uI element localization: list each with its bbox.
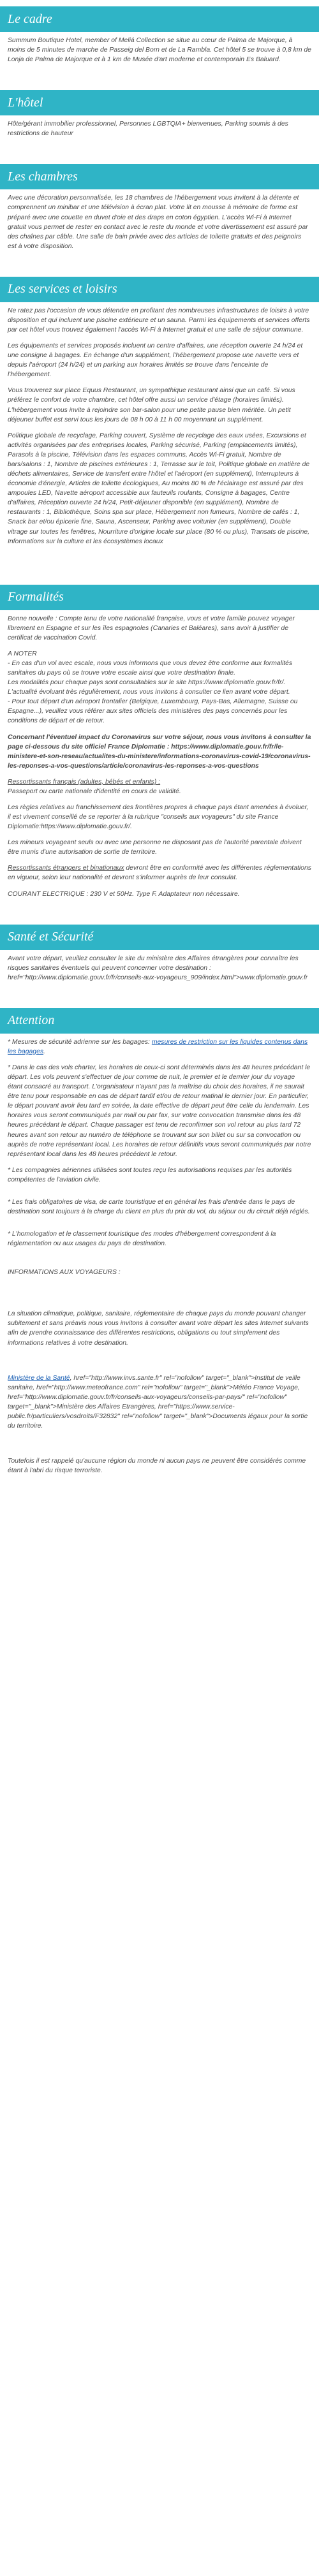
services-p3: Vous trouverez sur place Equus Restaurant, un sympathique restaurant ainsi que un café. Si vous préférez le confort de votre chambre, cet hôtel offre aussi un service d'étage (horaires limités). L'hébergement vous invite à rejoindre son bar-salon pour une petite pause bien méritée. Un petit déjeuner buffet est servi tous les jours de 08 h 00 à 11 h 00 moyennant un supplément. — [8, 387, 295, 423]
formalites-note — [8, 649, 311, 726]
ressortissants-text: Passeport ou carte nationale d'identité en cours de validité. — [8, 787, 181, 795]
section-header-chambres: Les chambres — [0, 164, 319, 189]
section-header-cadre: Le cadre — [0, 6, 319, 32]
liens-text: , href="http://www.invs.sante.fr" rel="nofollow" target="_blank">Institut de veille sanitaire, href="http://www.meteofrance.com" rel="nofollow" target="_blank">Météo France Voyage, href="http://www.diplomatie.gouv.fr/fr/conseils-aux-voyageurs/conseils-par-pays/" rel="nofollow" target="_blank">Ministère des Affaires Etrangères, href="https://www.service-public.fr/particuliers/vosdroits/F32832" rel="nofollow" target="_blank">Documents légaux pour la sortie du territoire. — [8, 1374, 308, 1430]
etrangers-heading: Ressortissants étrangers et binationaux — [8, 865, 124, 872]
services-p1: Ne ratez pas l'occasion de vous détendre en profitant des nombreuses infrastructures de loisirs à votre disposition et qui incluent une piscine extérieure et un sauna. Parmi les équipements et services offerts par cet hôtel vous trouvez également l'accès Wi-Fi à Internet gratuit et une salle de séjour commune. — [8, 307, 310, 334]
note-frontalier: - Pour tout départ d'un aéroport frontalier (Belgique, Luxembourg, Pays-Bas, Allemagne, Suisse ou Espagne...), veuillez vous référer aux sites officiels des ministères des pays concernés pour les conditions de départ et de retour. — [8, 698, 298, 725]
section-sante — [0, 950, 319, 995]
note-escale: - En cas d'un vol avec escale, nous vous informons que vous devez être conforme aux formalités sanitaires du pays où se trouve votre escale ainsi que votre destination finale. — [8, 659, 293, 677]
formalites-courant: COURANT ELECTRIQUE : 230 V et 50Hz. Type F. Adaptateur non nécessaire. — [8, 890, 240, 898]
formalites-p1: Bonne nouvelle : Compte tenu de votre nationalité française, vous et votre famille pouvez voyager librement en Espagne et sur les îles espagnoles (Canaries et Baléares), sans avoir à justifier de certificat de vaccination Covid. — [8, 615, 295, 641]
section-header-hotel: L'hôtel — [0, 90, 319, 115]
ministere-sante-link[interactable]: Ministère de la Santé — [8, 1374, 70, 1382]
cadre-text: Summum Boutique Hotel, member of Meliá Collection se situe au cœur de Palma de Majorque, à moins de 5 minutes de marche de Passeig del Born et de La Rambla. Cet hôtel 5 se trouve à 0,8 km de Lonja de Palma de Majorque et à 1 km de Musée d'art moderne et contemporain Es Baluard. — [8, 37, 311, 64]
formalites-etrangers — [8, 863, 311, 882]
hotel-text: Hôte/gérant immobilier professionnel, Personnes LGBTQIA+ bienvenues, Parking soumis à des restrictions de hauteur — [8, 121, 288, 138]
section-cadre — [0, 32, 319, 77]
attention-bagages — [8, 1037, 311, 1057]
section-header-attention: Attention — [0, 1008, 319, 1034]
formalites-p5: Les règles relatives au franchissement des frontières propres à chaque pays étant amenées à évoluer, il est vivement conseillé de se reporter à la rubrique "conseils aux voyageurs" du site France Diplomatie:https://www.diplomatie.gouv.fr/. — [8, 803, 309, 831]
formalites-p6: Les mineurs voyageant seuls ou avec une personne ne disposant pas de l'autorité parentale doivent être munis d'une autorisation de sortie de territoire. — [8, 839, 302, 856]
attention-liens — [8, 1373, 311, 1431]
bagages-text: * Mesures de sécurité adrienne sur les bagages: — [8, 1038, 152, 1046]
attention-frais: * Les frais obligatoires de visa, de carte touristique et en général les frais d'entrée dans le pays de destination sont toujours à la charge du client en plus du prix du vol, du séjour ou du circuit déjà réglés. — [8, 1198, 310, 1216]
attention-homologation: * L'homologation et le classement touristique des modes d'hébergement correspondent à la réglementation ou aux usages du pays de destination. — [8, 1231, 276, 1248]
services-p2: Les équipements et services proposés incluent un centre d'affaires, une réception ouverte 24 h/24 et une consigne à bagages. En échange d'un supplément, l'hébergement propose une navette vers et depuis l'aéroport (24 h/24) et un parking aux horaires limités se trouve dans l'enceinte de l'hébergement. — [8, 342, 303, 379]
section-hotel — [0, 115, 319, 151]
section-services — [0, 302, 319, 559]
section-formalites — [0, 610, 319, 912]
section-chambres — [0, 189, 319, 263]
section-header-formalites: Formalités — [0, 585, 319, 610]
formalites-ressortissants — [8, 777, 311, 796]
services-p4: Politique globale de recyclage, Parking couvert, Système de recyclage des eaux usées, Excursions et activités organisées par des entreprises locales, Parking sécurisé, Parking (emplacements limités), Parasols à la piscine, Télévision dans les espaces communs, Accès Wi-Fi gratuit, Nombre de bars/salons : 1, Nombre de piscines extérieures : 1, Terrasse sur le toit, Politique globale en matière de déchets alimentaires, Service de transfert entre l'hôtel et l'aéroport (en supplément), Interrupteurs à économie d'énergie, Articles de toilette écologiques, Au moins 80 % de l'éclairage est assuré par des ampoules LED, Navette aéroport accessible aux fauteuils roulants, Consigne à bagages, Centre d'affaires, Réception ouverte 24 h/24, Petit-déjeuner disponible (en supplément), Nombre de restaurants : 1, Bibliothèque, Soins spa sur place, Hébergement non fumeurs, Nombre de cafés : 1, Snack bar et/ou épicerie fine, Sauna, Ascenseur, Parking avec voiturier (en supplément), Double vitrage sur toutes les fenêtres, Nourriture d'origine locale sur place (80 % ou plus), Transats de piscine, Informations sur la culture et les écosystèmes locaux — [8, 432, 310, 545]
attention-terrorisme: Toutefois il est rappelé qu'aucune région du monde ni aucun pays ne peuvent être considérés comme étant à l'abri du risque terroriste. — [8, 1458, 306, 1475]
liquides-restriction-link[interactable]: mesures de restriction sur les liquides contenus dans les bagages — [8, 1038, 308, 1055]
ressortissants-heading: Ressortissants français (adultes, bébés et enfants) : — [8, 778, 161, 786]
section-header-sante: Santé et Sécurité — [0, 925, 319, 950]
attention-compagnies: * Les compagnies aériennes utilisées sont toutes reçu les autorisations requises par les autorités compétentes de l'aviation civile. — [8, 1166, 292, 1183]
section-attention — [0, 1034, 319, 1488]
section-header-services: Les services et loisirs — [0, 277, 319, 302]
chambres-text: Avec une décoration personnalisée, les 18 chambres de l'hébergement vous invitent à la détente et comprennent un minibar et une télévision à écran plat. Votre lit en mousse à mémoire de forme est préparé avec une couette en duvet d'oie et des draps en coton égyptien. L'accès Wi-Fi à Internet gratuit vous permet de rester en contact avec le reste du monde et votre divertissement est assuré par des chaînes par câble. Une salle de bain privée avec des articles de toilette gratuits et des peignoirs est à votre disposition. — [8, 194, 308, 250]
note-heading: A NOTER — [8, 650, 37, 657]
note-modalites: Les modalités pour chaque pays sont consultables sur le site https://www.diplomatie.gouv.fr/fr/. L'actualité évoluant très régulièrement, nous vous invitons à consulter ce lien avant votre départ. — [8, 679, 290, 696]
bagages-end: . — [43, 1048, 45, 1055]
attention-situation: La situation climatique, politique, sanitaire, réglementaire de chaque pays du monde pouvant changer subitement et sans préavis nous vous invitons à consulter avant votre départ les sites Internet suivants afin de prendre connaissance des différentes restrictions, obligations ou tout simplement des informations relatives à votre destination. — [8, 1310, 309, 1347]
etrangers-text: devront être en conformité avec les différentes réglementations en vigueur, selon leur nationalité et devront s'informer auprès de leur consulat. — [8, 865, 311, 882]
formalites-coronavirus: Concernant l'éventuel impact du Coronavirus sur votre séjour, nous vous invitons à consulter la page ci-dessous du site officiel France Diplomatie : https://www.diplomatie.gouv.fr/fr/le-ministere-et-son-reseau/actualites-du-ministere/informations-coronavirus-covid-19/coronavirus-les-reponses-a-vos-questions/article/coronavirus-les-reponses-a-vos-questions — [8, 733, 311, 770]
attention-informations-heading: INFORMATIONS AUX VOYAGEURS : — [8, 1269, 121, 1277]
sante-text: Avant votre départ, veuillez consulter le site du ministère des Affaires étrangères pour connaître les risques sanitaires éventuels qui peuvent concerner votre destination : href="http://www.diplomatie.gouv.fr/fr/conseils-aux-voyageurs_909/index.html">www.diplomatie.gouv.fr — [8, 955, 308, 981]
attention-charter: * Dans le cas des vols charter, les horaires de ceux-ci sont déterminés dans les 48 heures précédant le départ. Les vols peuvent s'effectuer de jour comme de nuit, le premier et le dernier jour du voyage étant consacré au transport. L'organisateur n'ayant pas la maîtrise du choix des horaires, il ne saurait être tenu pour responsable en cas de départ tardif et/ou de retour matinal le dernier jour. En particulier, le départ pouvant avoir lieu tard en soirée, la date effective de départ peut être celle du lendemain. Les horaires vous seront communiqués par mail ou par fax, sur votre convocation transmise dans les 48 heures précédant le départ. Chaque passager est tenu de reconfirmer son vol retour au plus tard 72 heures avant son retour au numéro de téléphone se trouvant sur son billet ou sur sa convocation ou auprès de notre représentant local. Les horaires de retour définitifs vous seront communiqués par notre représentant local dans les 48 heures précédent le retour. — [8, 1064, 311, 1158]
